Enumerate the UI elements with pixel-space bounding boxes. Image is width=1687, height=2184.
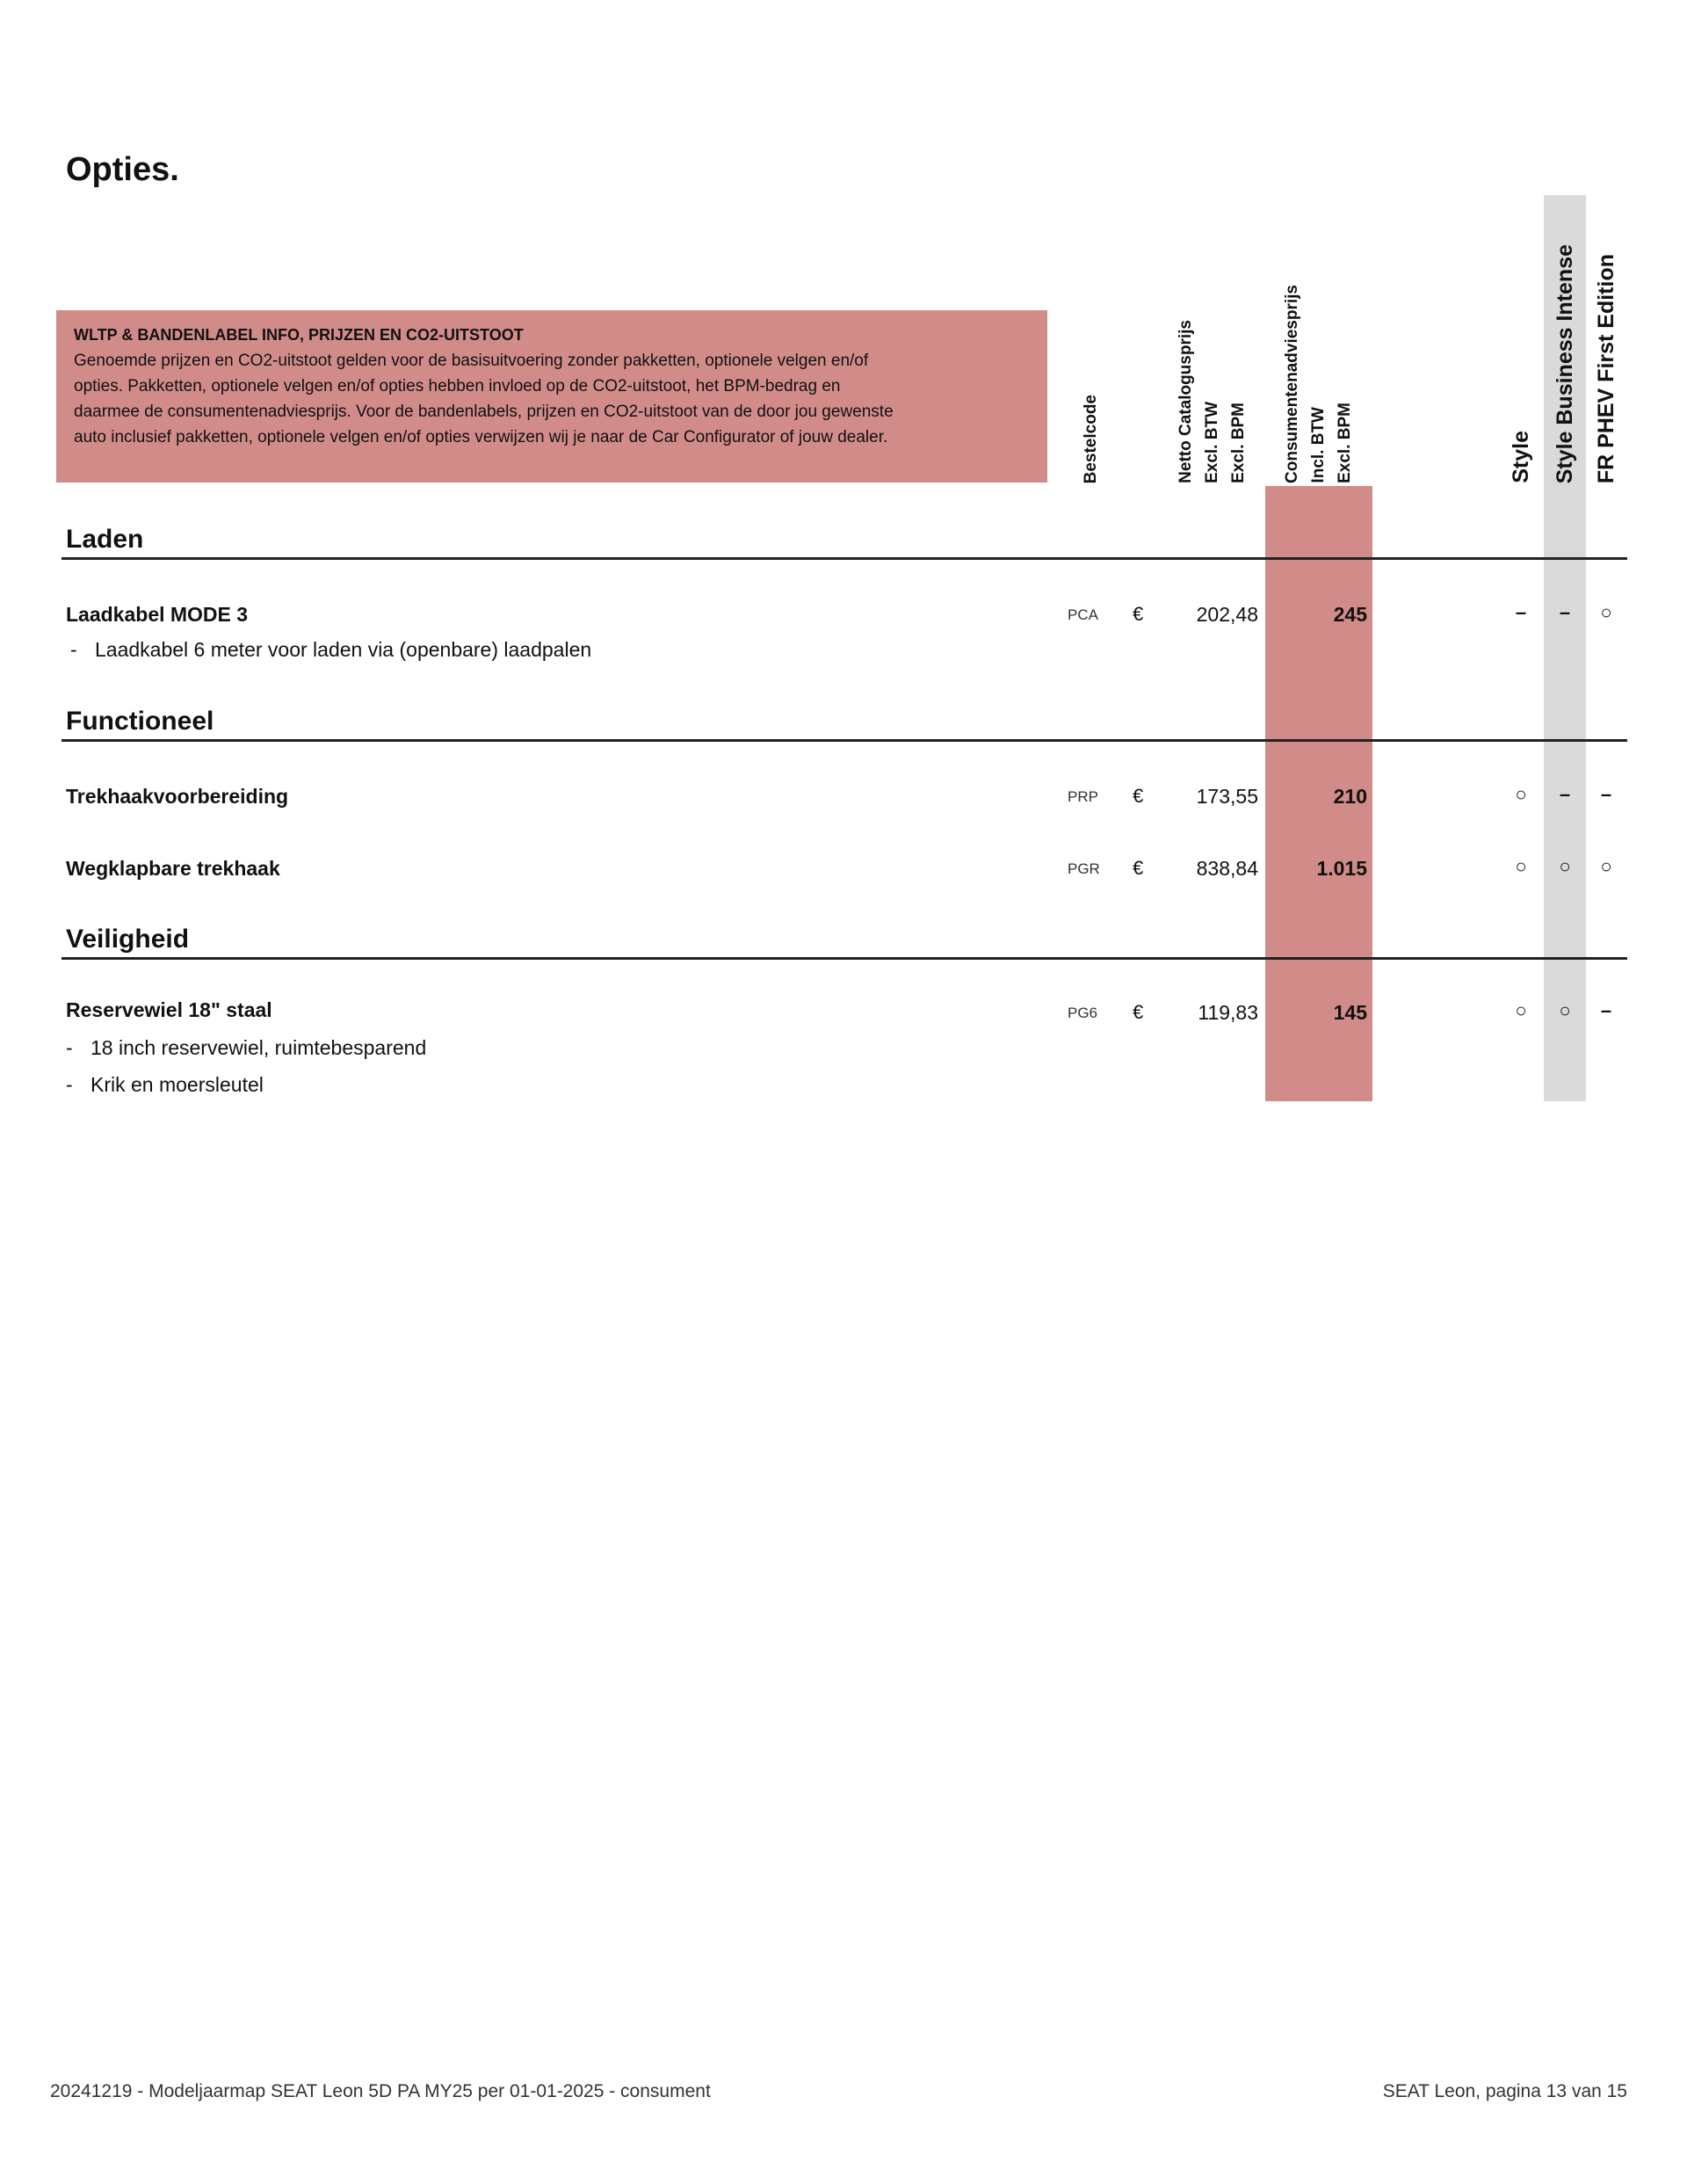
option-net-price: 173,55 [1196,785,1258,808]
section-title-laden: Laden [66,525,144,554]
section-divider [62,739,1627,742]
option-consumer-price: 210 [1333,785,1367,808]
option-code: PRP [1068,788,1098,805]
section-divider [62,557,1627,560]
option-name: Wegklapbare trekhaak [66,857,280,880]
option-name: Laadkabel MODE 3 [66,603,249,626]
availability-style-business-intense: ○ [1559,855,1571,877]
header-netto-line1: Netto Catalogusprijs [1177,320,1195,483]
availability-style: – [1515,601,1527,623]
section-title-functioneel: Functioneel [66,707,214,736]
availability-style: ○ [1515,855,1527,877]
option-consumer-price: 1.015 [1316,857,1367,880]
availability-fr-phev-first-edition: – [1600,783,1612,805]
header-netto-line3: Excl. BPM [1229,403,1248,483]
notice-line: Genoemde prijzen en CO2-uitstoot gelden voor de basisuitvoering zonder pakketten, optionele velgen en/of [74,352,869,370]
availability-fr-phev-first-edition: ○ [1600,855,1612,877]
availability-style-business-intense: – [1559,601,1571,623]
option-code: PG6 [1068,1005,1098,1021]
availability-style-business-intense: – [1559,783,1571,805]
header-consument-line3: Excl. BPM [1336,403,1354,483]
option-code: PGR [1068,860,1100,877]
section-divider [62,957,1627,960]
currency-symbol: € [1133,603,1144,625]
currency-symbol: € [1133,785,1144,807]
section-title-veiligheid: Veiligheid [66,925,190,954]
option-code: PCA [1068,606,1098,623]
currency-symbol: € [1133,1001,1144,1023]
option-detail: - Laadkabel 6 meter voor laden via (openbare) laadpalen [70,638,592,661]
availability-style: ○ [1515,999,1527,1021]
option-consumer-price: 145 [1333,1001,1367,1024]
notice-line: daarmee de consumentenadviesprijs. Voor de bandenlabels, prijzen en CO2-uitstoot van de door jou gewenste [74,403,894,421]
option-detail: - Krik en moersleutel [66,1073,264,1096]
option-name: Trekhaakvoorbereiding [66,785,289,808]
availability-fr-phev-first-edition: – [1600,999,1612,1021]
header-version-fr-phev-first-edition: FR PHEV First Edition [1594,253,1618,483]
availability-style: ○ [1515,783,1527,805]
notice-line: opties. Pakketten, optionele velgen en/of opties hebben invloed op de CO2-uitstoot, het BPM-bedrag en [74,377,841,395]
option-detail: - 18 inch reservewiel, ruimtebesparend [66,1036,427,1059]
footer-page-number: SEAT Leon, pagina 13 van 15 [1382,2081,1627,2101]
option-net-price: 119,83 [1198,1001,1258,1024]
notice-heading: WLTP & BANDENLABEL INFO, PRIJZEN EN CO2-UITSTOOT [74,326,524,344]
notice-line: auto inclusief pakketten, optionele velgen en/of opties verwijzen wij je naar de Car Configurator of jouw dealer. [74,428,888,446]
header-bestelcode: Bestelcode [1082,394,1100,483]
header-consument-line2: Incl. BTW [1309,407,1328,483]
header-version-style: Style [1509,431,1533,483]
header-netto-line2: Excl. BTW [1203,402,1221,483]
availability-style-business-intense: ○ [1559,999,1571,1021]
header-consument-line1: Consumentenadviesprijs [1283,285,1301,483]
option-name: Reservewiel 18" staal [66,998,272,1021]
footer-document-reference: 20241219 - Modeljaarmap SEAT Leon 5D PA MY25 per 01-01-2025 - consument [50,2081,711,2101]
option-net-price: 202,48 [1196,603,1258,626]
option-net-price: 838,84 [1196,857,1258,880]
header-version-style-business-intense: Style Business Intense [1553,243,1577,483]
option-consumer-price: 245 [1333,603,1367,626]
currency-symbol: € [1133,857,1144,879]
page-title: Opties. [66,151,179,188]
wltp-notice-box [56,310,1047,483]
availability-fr-phev-first-edition: ○ [1600,601,1612,623]
